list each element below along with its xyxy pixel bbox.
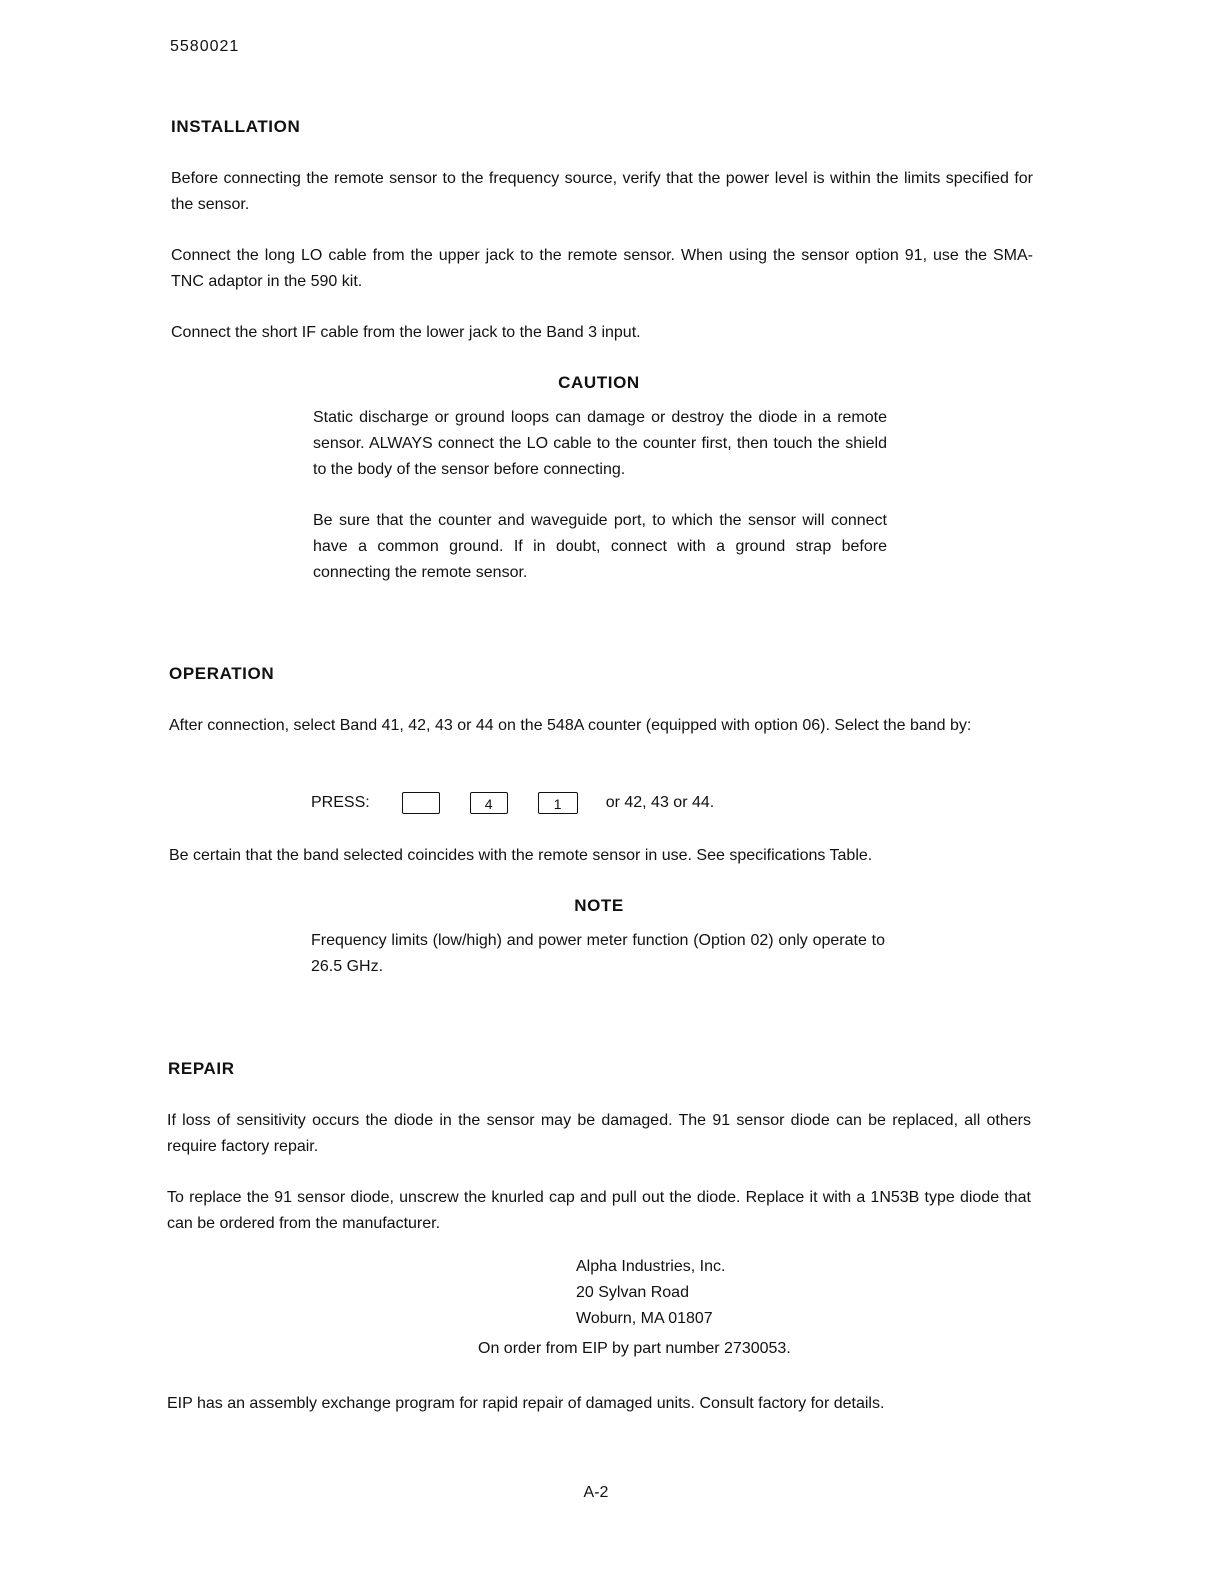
- caution-paragraph-1: Static discharge or ground loops can damage or destroy the diode in a remote sensor. ALWAYS connect the LO cable to the counter first, then touch the shield to the body of the sensor before connecting.: [313, 409, 887, 478]
- repair-heading: REPAIR: [168, 1059, 235, 1078]
- operation-paragraph-2: Be certain that the band selected coincides with the remote sensor in use. See specifications Table.: [169, 847, 873, 864]
- installation-paragraph-2: Connect the long LO cable from the upper jack to the remote sensor. When using the sensor option 91, use the SMA-TNC adaptor in the 590 kit.: [171, 247, 1033, 290]
- key-4: 4: [470, 792, 508, 814]
- installation-heading: INSTALLATION: [171, 117, 301, 136]
- installation-paragraph-3: Connect the short IF cable from the lower jack to the Band 3 input.: [171, 324, 641, 341]
- operation-paragraph-1: After connection, select Band 41, 42, 43 or 44 on the 548A counter (equipped with option 06). Select the band by:: [169, 717, 972, 734]
- address-line-company: Alpha Industries, Inc.: [576, 1258, 726, 1275]
- repair-paragraph-3: EIP has an assembly exchange program for rapid repair of damaged units. Consult factory for details.: [167, 1395, 885, 1412]
- order-line: On order from EIP by part number 2730053.: [478, 1340, 791, 1357]
- press-label: PRESS:: [311, 794, 370, 811]
- blank-key: [402, 792, 440, 814]
- installation-paragraph-1: Before connecting the remote sensor to the frequency source, verify that the power level is within the limits specified for the sensor.: [171, 170, 1033, 213]
- operation-heading: OPERATION: [169, 664, 275, 683]
- document-number: 5580021: [170, 38, 240, 55]
- manufacturer-address: [576, 1254, 725, 1332]
- press-suffix: or 42, 43 or 44.: [605, 794, 715, 811]
- caution-paragraph-2: Be sure that the counter and waveguide port, to which the sensor will connect have a common ground. If in doubt, connect with a ground strap before connecting the remote sensor.: [313, 512, 887, 581]
- caution-heading: CAUTION: [558, 373, 640, 392]
- press-instruction: [311, 788, 714, 818]
- address-line-city: Woburn, MA 01807: [576, 1310, 713, 1327]
- note-text: Frequency limits (low/high) and power meter function (Option 02) only operate to 26.5 GHz.: [311, 932, 885, 975]
- note-heading: NOTE: [574, 896, 624, 915]
- repair-paragraph-1: If loss of sensitivity occurs the diode in the sensor may be damaged. The 91 sensor diode can be replaced, all others require factory repair.: [167, 1112, 1031, 1155]
- address-line-street: 20 Sylvan Road: [576, 1284, 689, 1301]
- page-number: A-2: [583, 1484, 609, 1501]
- key-1: 1: [538, 792, 578, 814]
- repair-paragraph-2: To replace the 91 sensor diode, unscrew the knurled cap and pull out the diode. Replace it with a 1N53B type diode that can be ordered from the manufacturer.: [167, 1189, 1031, 1232]
